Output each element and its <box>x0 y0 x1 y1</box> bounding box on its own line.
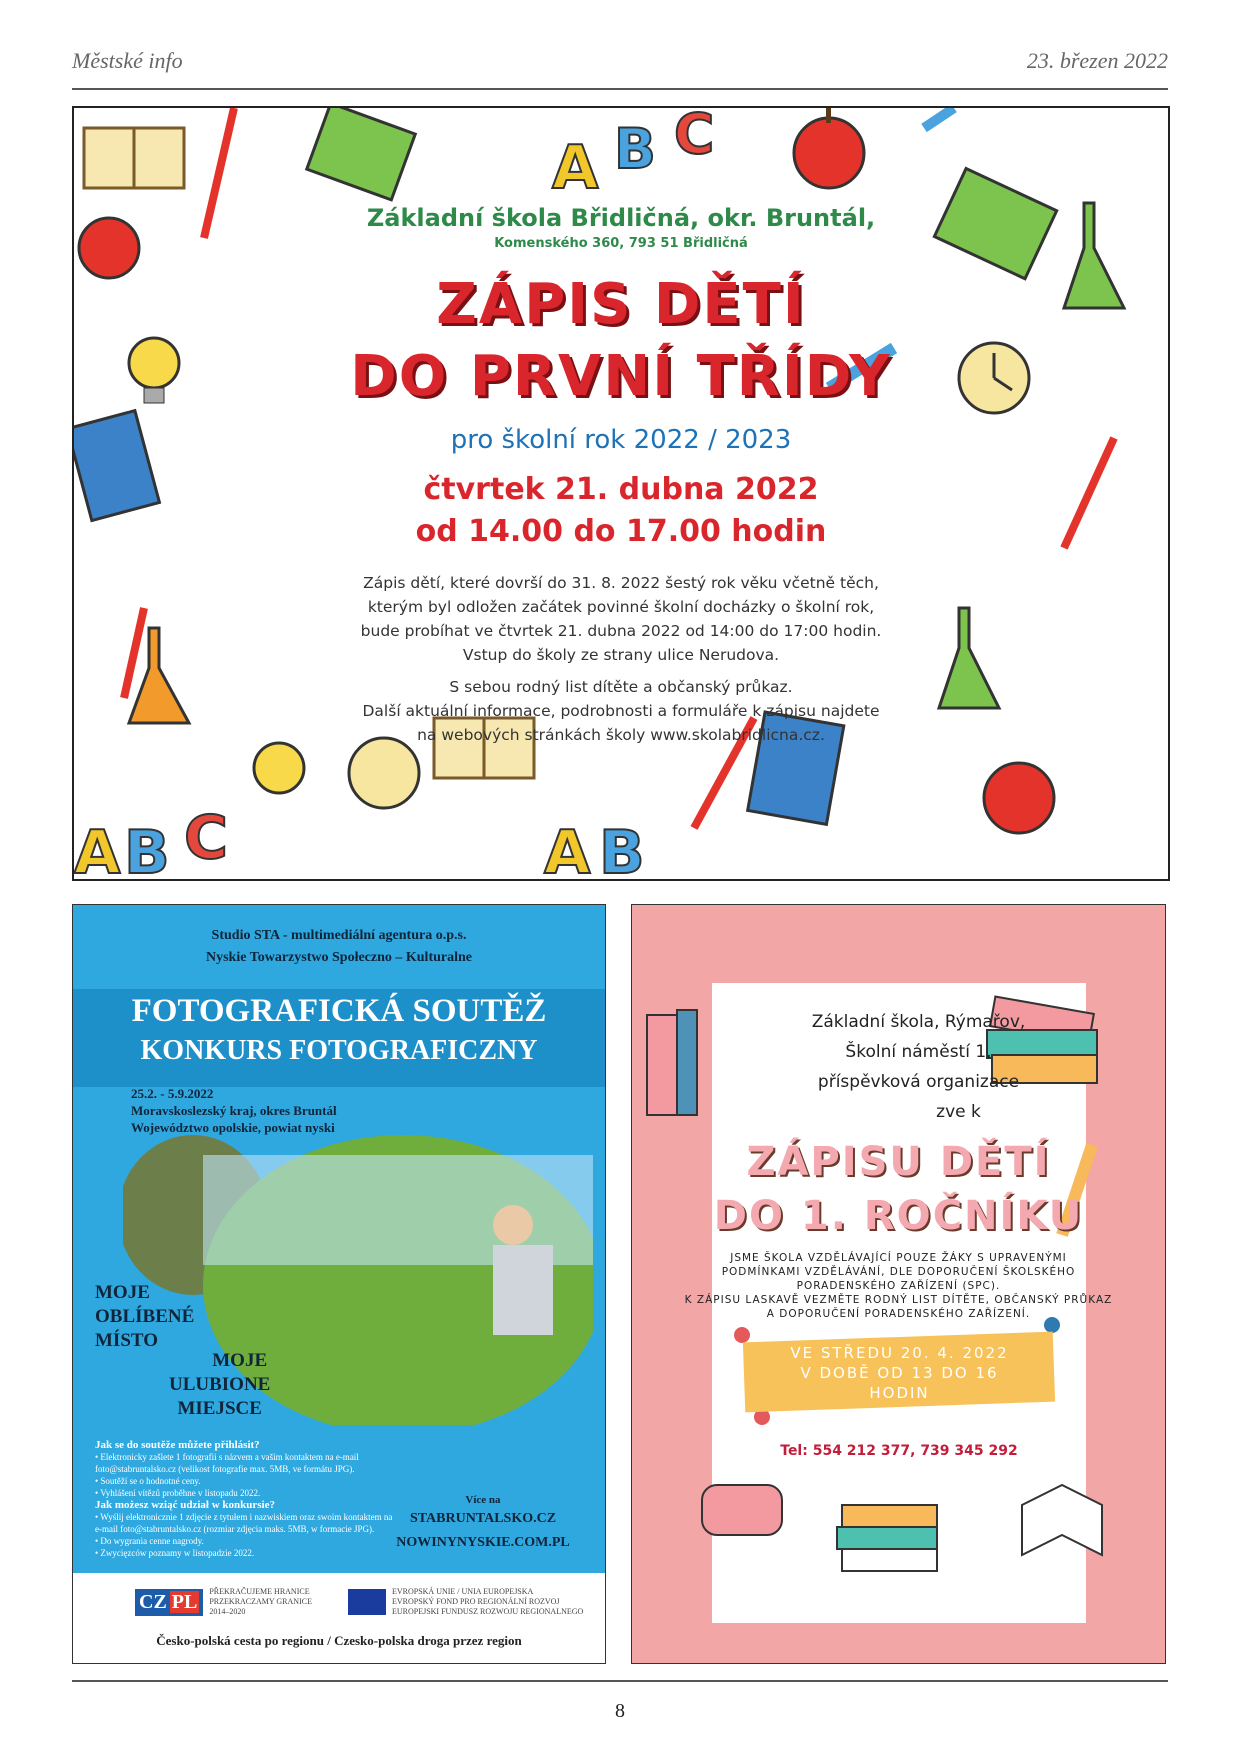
poster-title <box>274 269 968 413</box>
open-book-icon <box>84 128 184 188</box>
poster-body <box>274 571 968 747</box>
more-label: Více na <box>465 1494 501 1506</box>
title-line-2: DO PRVNÍ TŘÍDY <box>350 344 892 409</box>
question-pl: Jak możesz wziąć udział w konkursie? <box>95 1499 275 1511</box>
body-line: S sebou rodný list dítěte a občanský průkaz. <box>449 678 793 696</box>
letter-a-icon: A <box>544 818 591 879</box>
body-line: na webových stránkách školy www.skolabridlicna.cz. <box>417 726 825 744</box>
title-line-1: ZÁPIS DĚTÍ <box>436 272 806 337</box>
theme-pl-line: MIEJSCE <box>177 1398 262 1419</box>
title-pl: KONKURS FOTOGRAFICZNY <box>140 1035 538 1066</box>
region-pl: Województwo opolskie, powiat nyski <box>131 1120 335 1135</box>
letter-c-icon: C <box>674 108 715 166</box>
letter-b-icon: B <box>599 818 645 879</box>
poster-zapis-rymarov <box>631 904 1166 1664</box>
apple-icon <box>984 763 1054 833</box>
footer-text: Česko-polská cesta po regionu / Czesko-polska droga przez region <box>156 1633 522 1648</box>
blue-book-icon <box>74 411 159 521</box>
books-stack-icon <box>647 1010 697 1115</box>
clock-icon <box>959 343 1029 413</box>
school-name: Základní škola Břidličná, okr. Bruntál, <box>366 204 876 232</box>
theme-pl-line: MOJE <box>212 1350 268 1371</box>
event-time: od 14.00 do 17.00 hodin <box>415 514 827 549</box>
school-line: příspěvková organizace <box>817 1072 1020 1092</box>
light-bulb-icon <box>129 338 179 403</box>
theme-cz-line: MÍSTO <box>95 1330 159 1351</box>
websites <box>383 1493 583 1555</box>
organizers <box>73 925 605 969</box>
theme-cz-line: OBLÍBENÉ <box>95 1306 195 1327</box>
header-left: Městské info <box>72 48 183 73</box>
title-cz: FOTOGRAFICKÁ SOUTĚŽ <box>131 993 547 1029</box>
website-link[interactable]: NOWINYNYSKIE.COM.PL <box>396 1535 570 1550</box>
page-number: 8 <box>615 1700 625 1722</box>
eu-flag-icon <box>348 1589 386 1615</box>
organizer-pl: Nyskie Towarzystwo Społeczno – Kulturalne <box>205 950 472 965</box>
cz-pl-logo: CZ PL <box>135 1589 203 1616</box>
description <box>672 1251 1125 1321</box>
school-address: Komenského 360, 793 51 Břidličná <box>494 236 748 251</box>
info-item: • Do wygrania cenne nagrody. <box>95 1536 204 1546</box>
title-line-1: ZÁPISU DĚTÍ <box>746 1139 1051 1185</box>
poster-title <box>672 1135 1125 1243</box>
school-year: pro školní rok 2022 / 2023 <box>450 425 792 455</box>
date-line: V DOBĚ OD 13 DO 16 <box>800 1364 999 1382</box>
school-line: Základní škola, Rýmařov, <box>811 1012 1026 1032</box>
body-line: Další aktuální informace, podrobnosti a formuláře k zápisu najdete <box>362 702 880 720</box>
body-line: kterým byl odložen začátek povinné školní docházky o školní rok, <box>367 598 875 616</box>
footer-rule <box>72 1680 1168 1682</box>
poster-zapis-bridlicna <box>72 106 1170 881</box>
organizer-cz: Studio STA - multimediální agentura o.p.s. <box>211 928 467 943</box>
desc-line: PORADENSKÉHO ZAŘÍZENÍ (SPC). <box>796 1280 1001 1292</box>
school-line: zve k <box>936 1102 981 1122</box>
brush-icon <box>204 108 234 238</box>
school-name <box>732 1007 1105 1127</box>
letter-b-icon: B <box>124 818 170 879</box>
body-line: Zápis dětí, které dovrší do 31. 8. 2022 šestý rok věku včetně těch, <box>363 574 879 592</box>
theme-cz-line: MOJE <box>95 1282 150 1303</box>
event-date <box>274 469 968 553</box>
title-line-2: DO 1. ROČNÍKU <box>713 1193 1084 1239</box>
body-line: Vstup do školy ze strany ulice Nerudova. <box>462 646 780 664</box>
letter-b-icon: B <box>614 117 656 181</box>
pencil-case-icon <box>702 1485 782 1535</box>
contest-info <box>95 1439 395 1559</box>
theme-pl-line: ULUBIONE <box>169 1374 271 1395</box>
date-line: VE STŘEDU 20. 4. 2022 <box>790 1344 1009 1362</box>
clock-icon <box>349 738 419 808</box>
event-date <box>744 1343 1055 1403</box>
desc-line: JSME ŠKOLA VZDĚLÁVAJÍCÍ POUZE ŽÁKY S UPRAVENÝMI <box>730 1252 1067 1264</box>
event-day: čtvrtek 21. dubna 2022 <box>423 472 819 507</box>
books-stack-icon <box>837 1505 937 1571</box>
header-right: 23. březen 2022 <box>1026 48 1168 73</box>
letter-a-icon: A <box>74 818 121 879</box>
logo-footer <box>73 1573 605 1663</box>
letter-a-icon: A <box>552 133 599 203</box>
info-item: • Soutěží se o hodnotné ceny. <box>95 1476 201 1486</box>
poster-photo-contest <box>72 904 606 1664</box>
light-bulb-icon <box>254 743 304 793</box>
body-line: bude probíhat ve čtvrtek 21. dubna 2022 od 14:00 do 17:00 hodin. <box>360 622 882 640</box>
date-line: HODIN <box>869 1384 930 1402</box>
logos <box>135 1587 583 1617</box>
program-text: PŘEKRAČUJEME HRANICE PRZEKRACZAMY GRANICE 2014–2020 <box>209 1587 312 1616</box>
contest-dates: 25.2. - 5.9.2022 <box>131 1086 214 1101</box>
eu-text: EVROPSKÁ UNIE / UNIA EUROPEJSKA EVROPSKÝ FOND PRO REGIONÁLNÍ ROZVOJ EUROPEJSKI FUNDUSZ ROZWOJU REGIONALNEGO <box>391 1587 584 1616</box>
contest-when <box>131 1085 337 1136</box>
info-item: • Zwycięzców poznamy w listopadzie 2022. <box>95 1548 255 1558</box>
pushpin-icon <box>734 1327 750 1343</box>
brush-icon <box>1064 438 1114 548</box>
info-item: • Wyślij elektronicznie 1 zdjęcie z tytułem i nazwiskiem oraz swoim kontaktem na e-mail foto@stabruntalsko.cz (rozmiar zdjęcia maks. 5MB, w formacie JPG). <box>95 1512 393 1534</box>
open-book-icon <box>1022 1485 1102 1555</box>
region-cz: Moravskoslezský kraj, okres Bruntál <box>131 1103 337 1118</box>
photographer-figure <box>493 1205 533 1245</box>
theme-pl <box>169 1349 270 1421</box>
desc-line: PODMÍNKAMI VZDĚLÁVÁNÍ, DLE DOPORUČENÍ ŠKOLSKÉHO <box>721 1266 1076 1278</box>
info-item: • Vyhlášení vítězů proběhne v listopadu 2022. <box>95 1488 261 1498</box>
website-link[interactable]: STABRUNTALSKO.CZ <box>409 1511 557 1526</box>
school-line: Školní náměstí 1, <box>845 1042 992 1062</box>
phone-number: Tel: 554 212 377, 739 345 292 <box>780 1443 1018 1459</box>
header-rule <box>72 88 1168 90</box>
flask-icon <box>1064 203 1124 308</box>
apple-icon <box>79 218 139 278</box>
brush-icon <box>124 608 144 698</box>
info-item: • Elektronicky zašlete 1 fotografii s názvem a vaším kontaktem na e-mail foto@stabruntalsko.cz (velikost fotografie max. 5MB, ve formátu JPG). <box>95 1452 359 1474</box>
theme-cz <box>95 1281 194 1353</box>
question-cz: Jak se do soutěže můžete přihlásit? <box>95 1439 260 1451</box>
desc-line: K ZÁPISU LASKAVĚ VEZMĚTE RODNÝ LIST DÍTĚTE, OBČANSKÝ PRŮKAZ <box>684 1294 1113 1306</box>
letter-c-icon: C <box>184 803 229 873</box>
desc-line: A DOPORUČENÍ PORADENSKÉHO ZAŘÍZENÍ. <box>766 1308 1031 1320</box>
